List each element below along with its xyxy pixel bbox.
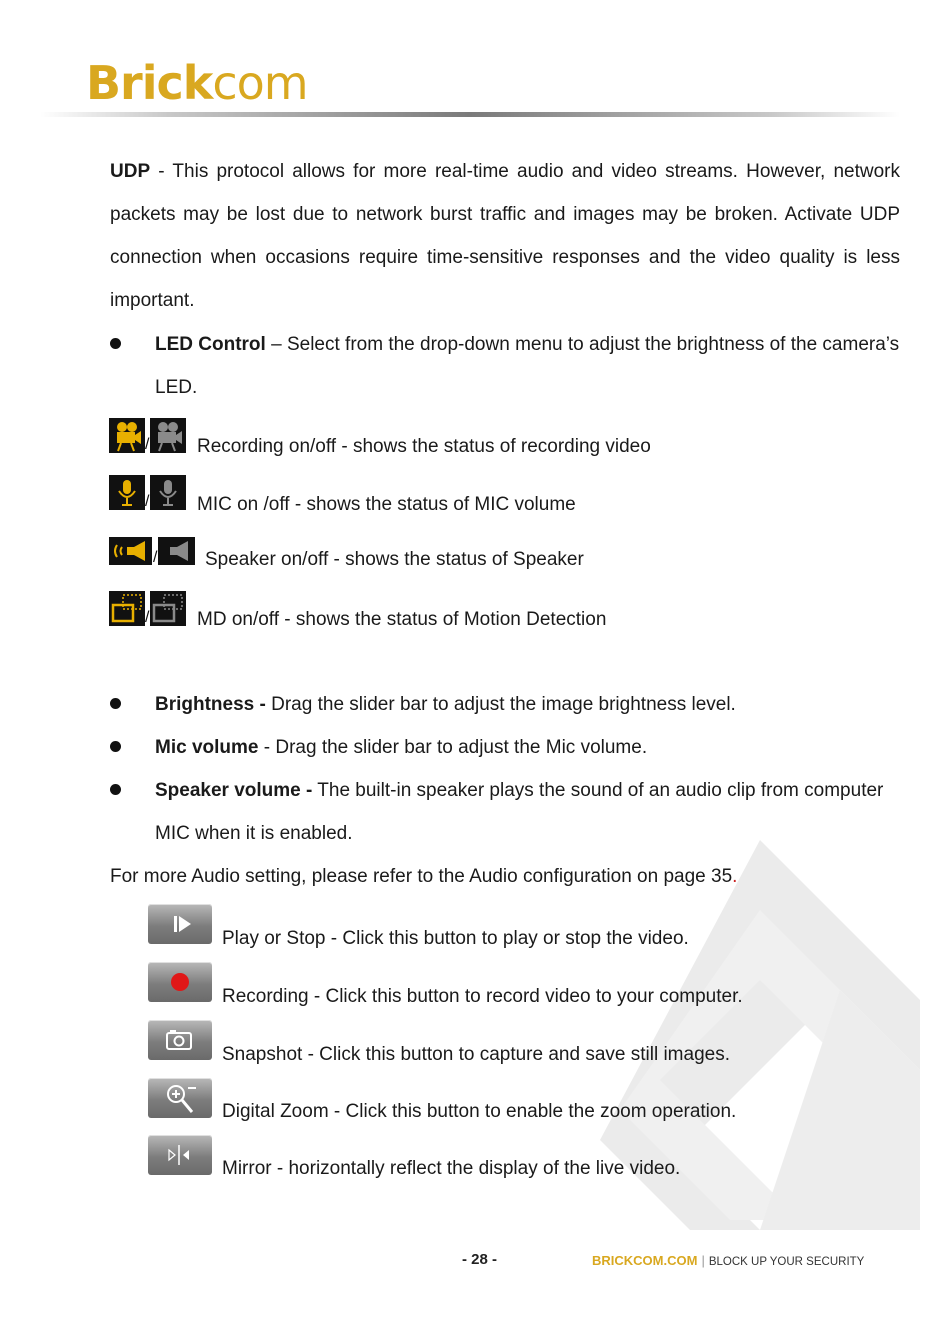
footer-brand: BRICKCOM.COM | BLOCK UP YOUR SECURITY <box>592 1253 865 1268</box>
record-icon <box>148 962 212 1002</box>
led-control-item: LED Control – Select from the drop-down menu to adjust the brightness of the camera’s <box>155 334 900 355</box>
footer-tagline: BLOCK UP YOUR SECURITY <box>708 1256 865 1268</box>
udp-paragraph <box>110 150 900 322</box>
snapshot-text: Snapshot - Click this button to capture and save still images. <box>222 1044 730 1065</box>
mic-volume-item: Mic volume - Drag the slider bar to adjust the Mic volume. <box>155 737 648 758</box>
mic-on-icon <box>109 475 145 510</box>
md-off-icon <box>150 591 186 626</box>
recording-off-icon <box>150 418 186 453</box>
mirror-text: Mirror - horizontally reflect the display of the live video. <box>222 1158 681 1179</box>
page-number: - 28 - <box>462 1251 498 1268</box>
play-stop-button <box>148 904 212 944</box>
mirror-icon <box>148 1135 212 1175</box>
slash-separator: / <box>153 549 158 566</box>
speaker-volume-item-cont: MIC when it is enabled. <box>155 823 353 844</box>
led-control-item-cont: LED. <box>155 377 198 398</box>
brightness-item: Brightness - Drag the slider bar to adjust the image brightness level. <box>155 694 736 715</box>
speaker-volume-item: Speaker volume - The built-in speaker plays the sound of an audio clip from computer <box>155 780 884 801</box>
recording-on-icon <box>109 418 145 453</box>
bullet <box>110 741 121 752</box>
slash-separator: / <box>145 493 150 510</box>
bullet <box>110 338 121 349</box>
bullet <box>110 784 121 795</box>
mic-status-text: MIC on /off - shows the status of MIC volume <box>197 494 576 515</box>
zoom-icon <box>148 1078 212 1118</box>
play-stop-text: Play or Stop - Click this button to play or stop the video. <box>222 928 689 949</box>
slash-separator: / <box>145 609 150 626</box>
audio-note: For more Audio setting, please refer to the Audio configuration on page 35. <box>110 866 738 887</box>
md-status-text: MD on/off - shows the status of Motion Detection <box>197 609 607 630</box>
snapshot-button <box>148 1020 212 1060</box>
recording-button <box>148 962 212 1002</box>
speaker-on-icon <box>109 537 152 565</box>
bullet <box>110 698 121 709</box>
play-stop-icon <box>148 904 212 944</box>
digital-zoom-button <box>148 1078 212 1118</box>
digital-zoom-text: Digital Zoom - Click this button to enable the zoom operation. <box>222 1101 737 1122</box>
speaker-status-text: Speaker on/off - shows the status of Speaker <box>205 549 584 570</box>
recording-text: Recording - Click this button to record video to your computer. <box>222 986 743 1007</box>
speaker-off-icon <box>158 537 195 565</box>
md-on-icon <box>109 591 145 626</box>
led-control-term: LED Control <box>155 334 266 355</box>
udp-term: UDP <box>110 161 151 182</box>
slash-separator: / <box>145 436 150 453</box>
camera-icon <box>148 1020 212 1060</box>
brickcom-logo: Brickcom <box>86 56 308 110</box>
recording-status-text: Recording on/off - shows the status of recording video <box>197 436 651 457</box>
udp-text: - This protocol allows for more real-time audio and video streams. However, network packets may be lost due to network burst traffic and images may be broken. Activate UDP connection when occasions require time-sensitive responses and the video quality is less important. <box>110 161 900 311</box>
footer-site: BRICKCOM.COM <box>592 1253 698 1268</box>
header-divider <box>40 112 900 117</box>
mic-off-icon <box>150 475 186 510</box>
mirror-button <box>148 1135 212 1175</box>
